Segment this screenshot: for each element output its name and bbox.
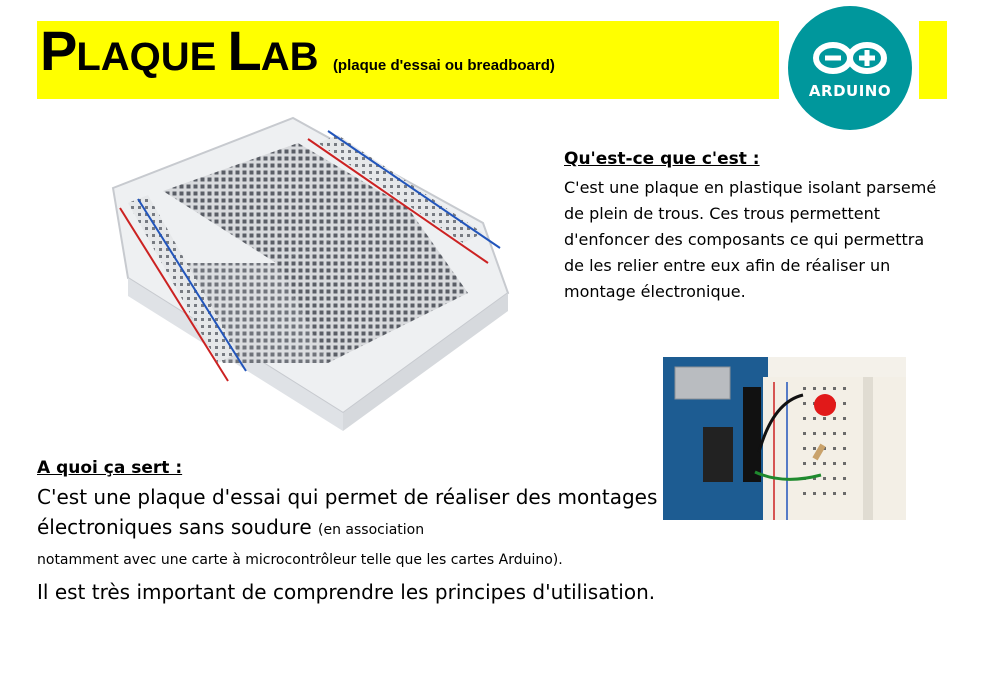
section2-text1 — [37, 482, 737, 545]
title-ab: AB — [260, 35, 319, 79]
section2-text2: notamment avec une carte à microcontrôleur telle que les cartes Arduino). — [37, 552, 563, 568]
title-laque: LAQUE — [76, 35, 228, 79]
page-subtitle: (plaque d'essai ou breadboard) — [332, 57, 555, 74]
infinity-icon — [788, 6, 912, 130]
page-title — [40, 18, 555, 83]
section-what-for — [37, 458, 737, 609]
section-what-is-it — [564, 149, 944, 305]
section2-heading: A quoi ça sert : — [37, 458, 183, 478]
breadboard-image — [108, 113, 528, 443]
section2-text3: Il est très important de comprendre les principes d'utilisation. — [37, 580, 656, 604]
title-l: L — [227, 19, 261, 82]
title-p: P — [40, 19, 77, 82]
section1-body: C'est une plaque en plastique isolant parsemé de plein de trous. Ces trous permettent d'enfoncer des composants ce qui permettra de les relier entre eux afin de réaliser un montage électronique. — [564, 178, 937, 301]
section2-text1-main: C'est une plaque d'essai qui permet de réaliser des montages électroniques sans soudure — [37, 485, 658, 539]
arduino-logo — [788, 6, 912, 130]
title-banner-right — [919, 21, 947, 99]
logo-text: ARDUINO — [808, 82, 892, 100]
section1-heading: Qu'est-ce que c'est : — [564, 149, 760, 169]
section2-text1-small: (en association — [318, 522, 425, 538]
